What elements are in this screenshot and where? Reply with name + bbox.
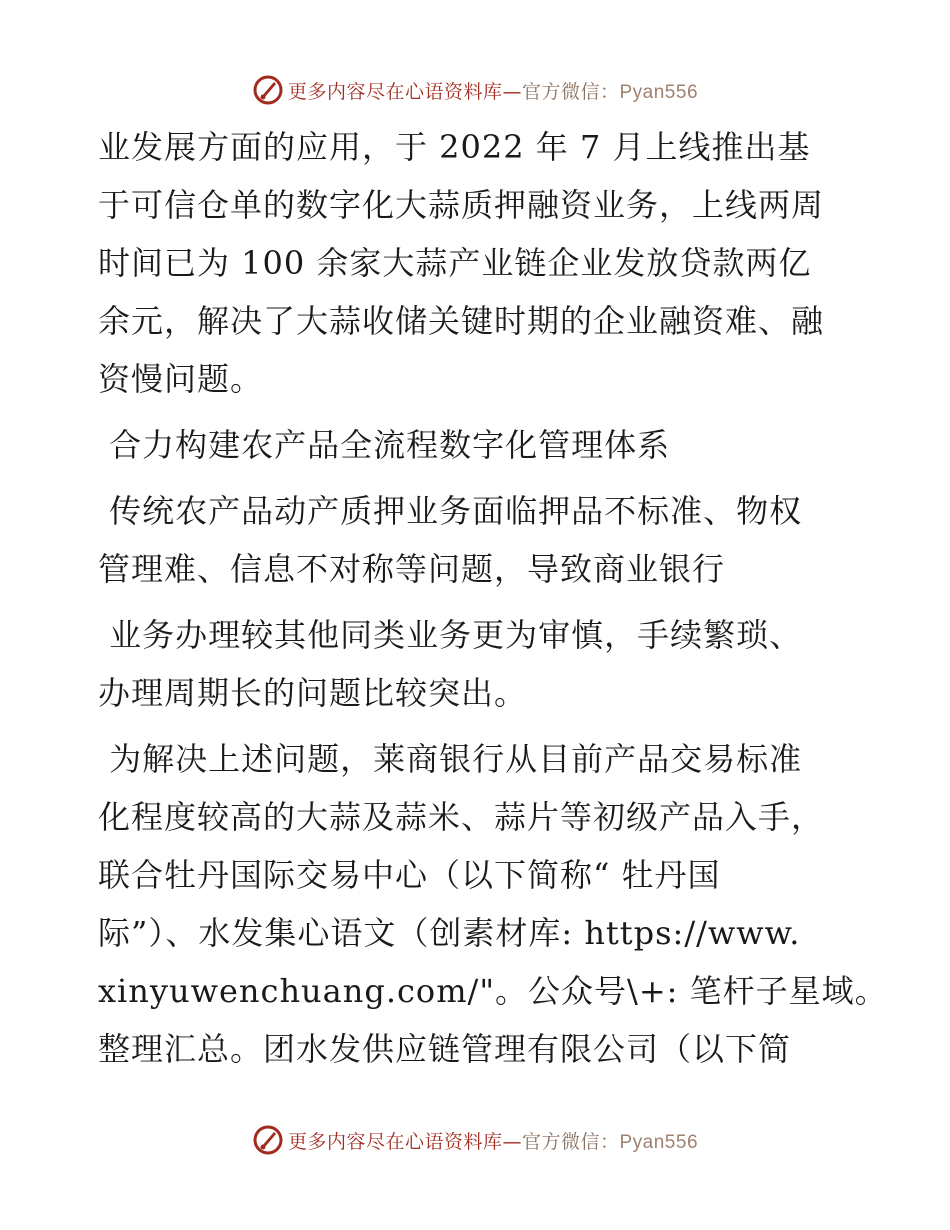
body-line: 于可信仓单的数字化大蒜质押融资业务，上线两周: [98, 186, 825, 224]
brand-logo-icon: [252, 1124, 284, 1156]
body-line: 余元，解决了大蒜收储关键时期的企业融资难、融: [98, 302, 825, 340]
footer-banner-wechat-label: 官方微信：: [521, 1130, 620, 1153]
header-banner-text: [288, 77, 698, 104]
body-line: 际”）、水发集心语文（创素材库: https://www.: [98, 914, 801, 952]
footer-banner: [0, 1120, 950, 1160]
body-line: 联合牡丹国际交易中心（以下简称“ 牡丹国: [98, 856, 721, 894]
footer-banner-wechat-id: Pyan556: [619, 1131, 699, 1153]
body-line: 整理汇总。团水发供应链管理有限公司（以下简: [98, 1030, 792, 1068]
body-line: 办理周期长的问题比较突出。: [98, 674, 528, 712]
body-line: 化程度较高的大蒜及蒜米、蒜片等初级产品入手，: [98, 798, 825, 836]
body-line: 为解决上述问题，莱商银行从目前产品交易标准: [98, 740, 803, 778]
body-line: 业发展方面的应用，于 2022 年 7 月上线推出基: [98, 128, 811, 166]
body-line: 业务办理较其他同类业务更为审慎，手续繁琐、: [98, 616, 803, 654]
document-body: [98, 118, 888, 1078]
body-line: 资慢问题。: [98, 360, 264, 398]
header-banner: [0, 70, 950, 110]
section-heading: 合力构建农产品全流程数字化管理体系: [98, 426, 671, 464]
footer-banner-title: 更多内容尽在心语资料库—: [287, 1130, 522, 1153]
body-line: 时间已为 100 余家大蒜产业链企业发放贷款两亿: [98, 244, 812, 282]
body-line: 传统农产品动产质押业务面临押品不标准、物权: [98, 492, 803, 530]
footer-banner-text: [288, 1127, 698, 1154]
header-banner-wechat-id: Pyan556: [619, 81, 699, 103]
brand-logo-icon: [252, 74, 284, 106]
header-banner-wechat-label: 官方微信：: [521, 80, 620, 103]
body-line: 管理难、信息不对称等问题，导致商业银行: [98, 550, 726, 588]
header-banner-title: 更多内容尽在心语资料库—: [287, 80, 522, 103]
body-line: xinyuwenchuang.com/"。公众号\+: 笔杆子星域。: [98, 972, 888, 1010]
